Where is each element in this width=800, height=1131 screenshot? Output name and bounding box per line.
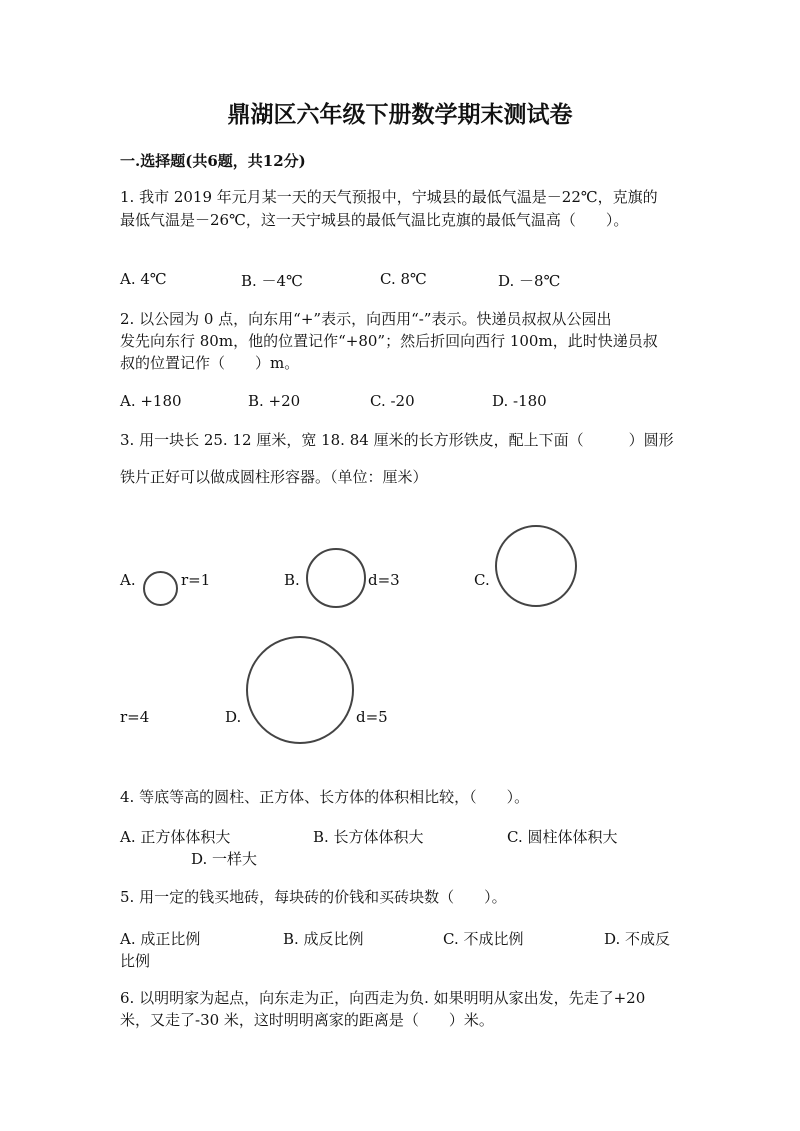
question-2-line-1: 2. 以公园为 0 点，向东用“+”表示，向西用“-”表示。快递员叔叔从公园出 [120,310,612,328]
question-3-option-c-value: r=4 [120,708,150,726]
question-4-option-d: D. 一样大 [191,850,258,868]
question-5-option-d-wrap: 比例 [120,952,151,970]
question-5-option-c: C. 不成比例 [443,930,524,948]
question-3-line-2: 铁片正好可以做成圆柱形容器。（单位：厘米） [120,468,428,486]
question-1-option-a: A. 4℃ [120,270,167,288]
question-4-option-a: A. 正方体体积大 [120,828,231,846]
question-3-option-b-value: d=3 [368,571,400,589]
question-6-line-2: 米，又走了-30 米，这时明明离家的距离是（ ）米。 [120,1011,494,1029]
question-2-line-2: 发先向东行 80m，他的位置记作“+80”；然后折回向西行 100m，此时快递员叔 [120,332,658,350]
question-3-option-d-label: D. [225,708,242,726]
question-5-option-b: B. 成反比例 [283,930,364,948]
question-1-line-1: 1. 我市 2019 年元月某一天的天气预报中，宁城县的最低气温是－22℃，克旗的 [120,188,658,206]
circle-d-shape [246,636,354,744]
circle-b-shape [306,548,366,608]
question-3-option-a-value: r=1 [181,571,211,589]
question-5-option-a: A. 成正比例 [120,930,201,948]
question-4-line-1: 4. 等底等高的圆柱、正方体、长方体的体积相比较，（ ）。 [120,788,530,806]
question-6-line-1: 6. 以明明家为起点，向东走为正，向西走为负. 如果明明从家出发，先走了+20 [120,989,646,1007]
question-4-option-b: B. 长方体体积大 [313,828,424,846]
question-2-option-c: C. -20 [370,392,415,410]
question-3-option-c-label: C. [474,571,490,589]
question-1-option-d: D. －8℃ [498,272,561,290]
page-title: 鼎湖区六年级下册数学期末测试卷 [227,101,573,128]
question-5-option-d: D. 不成反 [604,930,671,948]
section-heading: 一.选择题(共6题，共12分) [120,152,306,170]
question-3-option-d-value: d=5 [356,708,388,726]
question-3-option-a-label: A. [120,571,136,589]
question-4-option-c: C. 圆柱体体积大 [507,828,618,846]
question-1-line-2: 最低气温是－26℃，这一天宁城县的最低气温比克旗的最低气温高（ ）。 [120,211,629,229]
circle-a-shape [143,571,178,606]
question-1-option-c: C. 8℃ [380,270,427,288]
question-2-line-3: 叔的位置记作（ ）m。 [120,354,300,372]
question-1-option-b: B. －4℃ [241,272,303,290]
question-2-option-b: B. +20 [248,392,301,410]
circle-c-shape [495,525,577,607]
question-3-line-1: 3. 用一块长 25. 12 厘米，宽 18. 84 厘米的长方形铁皮，配上下面（ ）圆形 [120,431,674,449]
question-3-option-b-label: B. [284,571,300,589]
question-2-option-a: A. +180 [120,392,182,410]
question-5-line-1: 5. 用一定的钱买地砖，每块砖的价钱和买砖块数（ ）。 [120,888,507,906]
question-2-option-d: D. -180 [492,392,547,410]
